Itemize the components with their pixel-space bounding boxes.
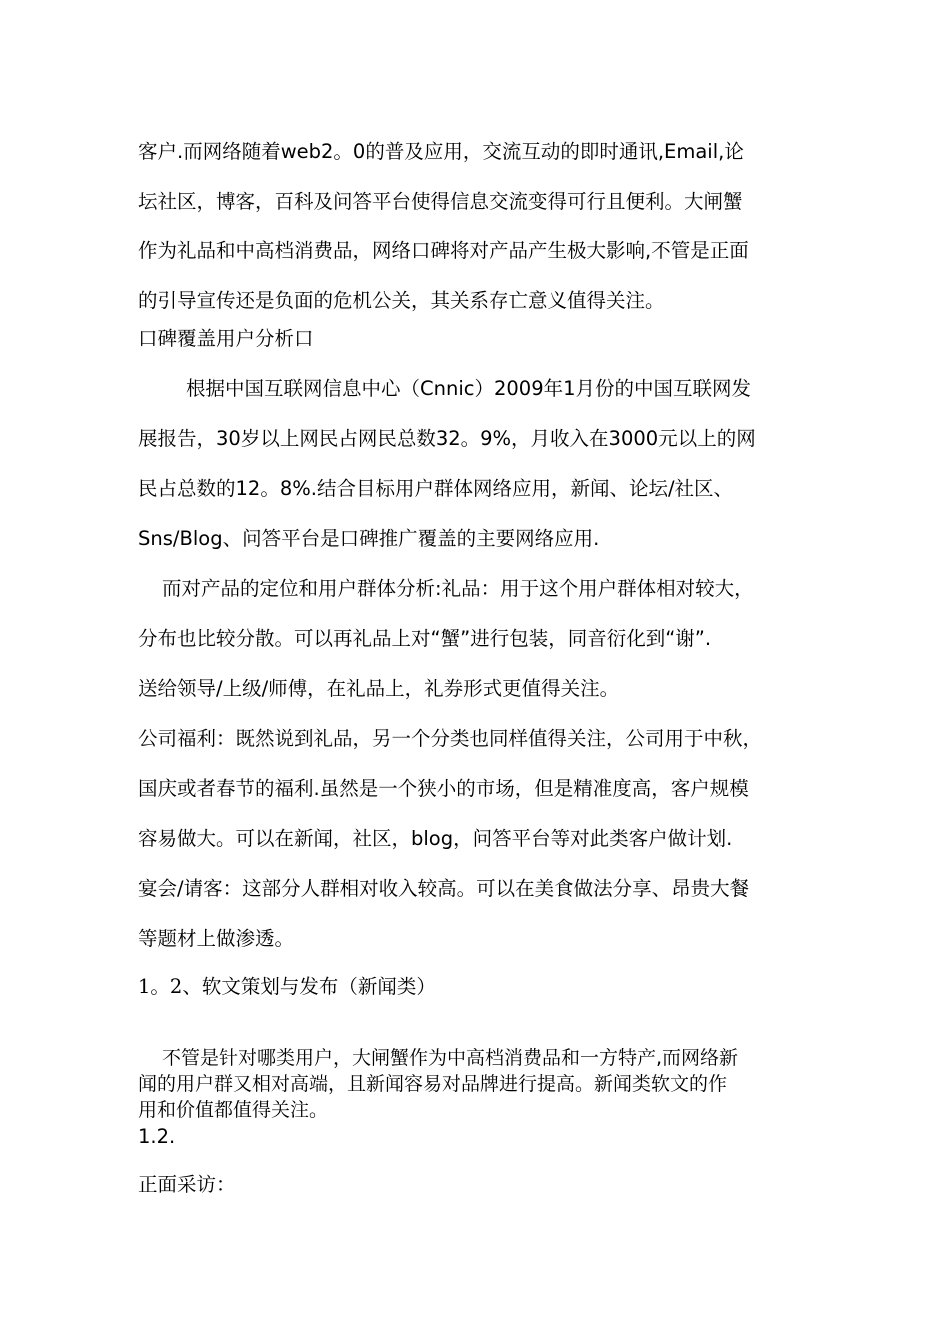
text-line: 等题材上做渗透。	[138, 927, 295, 950]
text-line: 客户.而网络随着web2。0的普及应用，交流互动的即时通讯,Email,论	[138, 140, 744, 163]
text-line: 宴会/请客：这部分人群相对收入较高。可以在美食做法分享、昂贵大餐	[138, 877, 750, 900]
section-number: 1.2.	[138, 1125, 176, 1148]
text-line: 送给领导/上级/师傅，在礼品上，礼券形式更值得关注。	[138, 677, 620, 700]
text-line: 展报告，30岁以上网民占网民总数32。9%，月收入在3000元以上的网	[138, 427, 756, 450]
section-heading: 口碑覆盖用户分析口	[138, 327, 314, 350]
text-line: 不管是针对哪类用户，大闸蟹作为中高档消费品和一方特产,而网络新	[162, 1047, 739, 1069]
text-line: 根据中国互联网信息中心（Cnnic）2009年1月份的中国互联网发	[186, 377, 752, 400]
subheading: 1。2、软文策划与发布（新闻类）	[138, 975, 436, 998]
text-line: 民占总数的12。8%.结合目标用户群体网络应用，新闻、论坛/社区、	[138, 477, 734, 500]
text-line: 而对产品的定位和用户群体分析:礼品：用于这个用户群体相对较大，	[162, 577, 754, 600]
text-line: 用和价值都值得关注。	[138, 1099, 329, 1121]
interview-label: 正面采访：	[138, 1173, 236, 1196]
text-line: 闻的用户群又相对高端，且新闻容易对品牌进行提高。新闻类软文的作	[138, 1073, 728, 1095]
text-line: 坛社区，博客，百科及问答平台使得信息交流变得可行且便利。大闸蟹	[138, 189, 743, 213]
text-line: 分布也比较分散。可以再礼品上对“蟹”进行包装，同音衍化到“谢”.	[138, 627, 712, 650]
paragraph-intro	[138, 127, 828, 325]
text-line: Sns/Blog、问答平台是口碑推广覆盖的主要网络应用.	[138, 527, 600, 550]
paragraph-news	[138, 1045, 818, 1123]
text-line: 容易做大。可以在新闻，社区，blog，问答平台等对此类客户做计划.	[138, 827, 733, 850]
text-line: 作为礼品和中高档消费品，网络口碑将对产品产生极大影响,不管是正面	[138, 239, 749, 262]
text-line: 公司福利：既然说到礼品，另一个分类也同样值得关注，公司用于中秋，	[138, 727, 763, 750]
text-line: 国庆或者春节的福利.虽然是一个狭小的市场，但是精准度高，客户规模	[138, 777, 749, 800]
text-line: 的引导宣传还是负面的危机公关，其关系存亡意义值得关注。	[138, 288, 665, 312]
